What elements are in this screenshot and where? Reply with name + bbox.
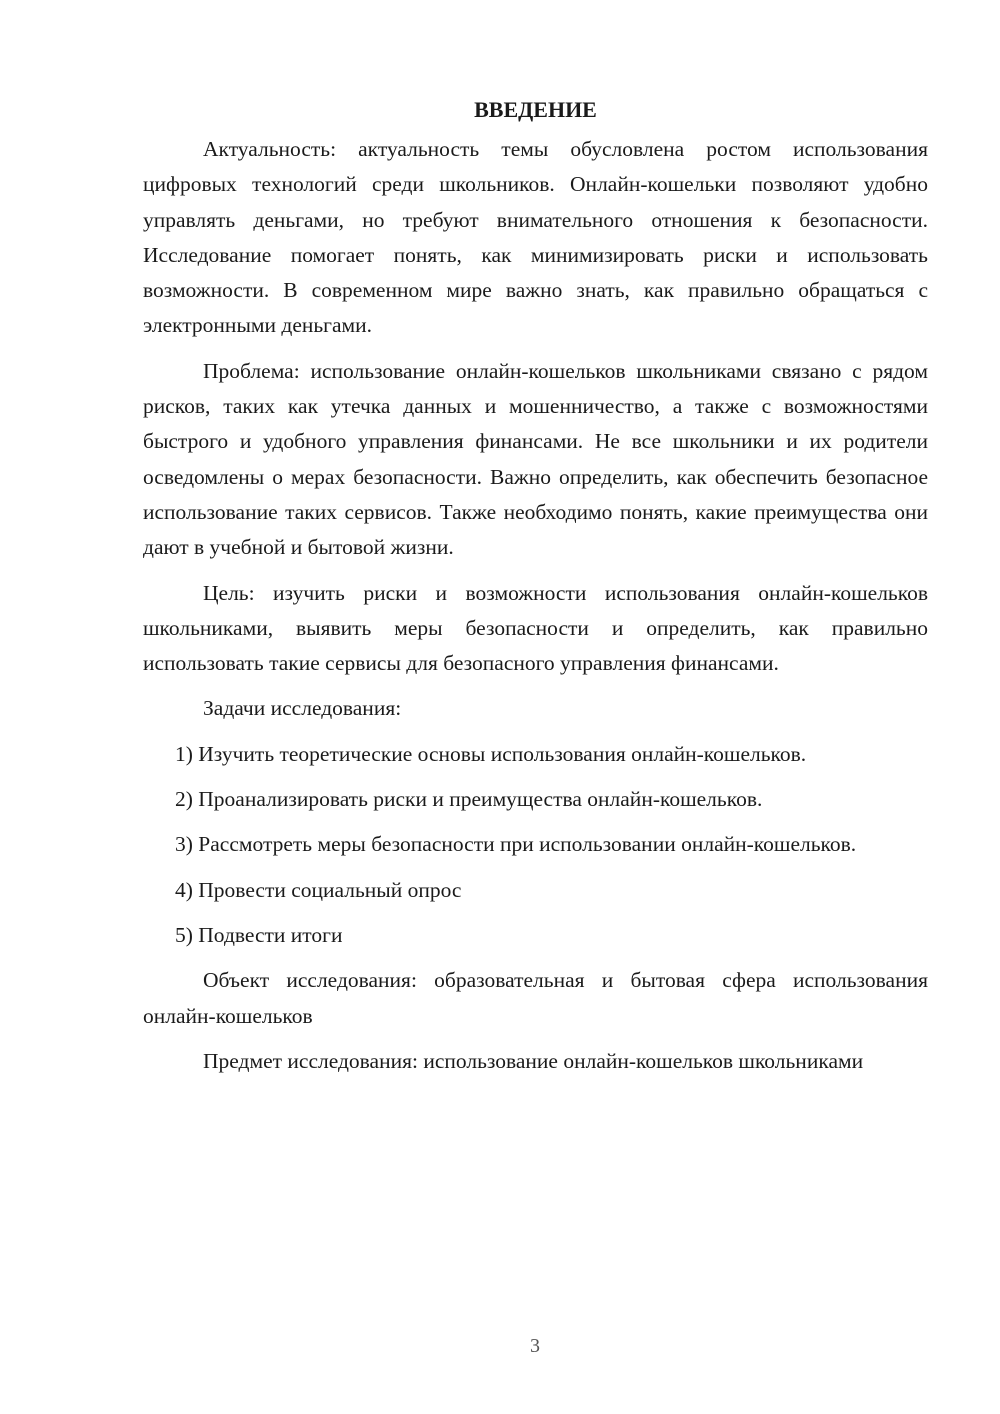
tasks-heading: Задачи исследования: xyxy=(203,696,402,721)
list-item: 3) Рассмотреть меры безопасности при использовании онлайн-кошельков. xyxy=(175,832,857,857)
paragraph-relevance: Актуальность: актуальность темы обусловлена ростом использования цифровых технологий среди школьников. Онлайн-кошельки позволяют удобно управлять деньгами, но требуют внимательного отношения к безопасности. Исследование помогает понять, как минимизировать риски и использовать возможности. В современном мире важно знать, как правильно обращаться с электронными деньгами. xyxy=(143,137,928,338)
list-item: 5) Подвести итоги xyxy=(175,922,343,947)
tasks-list xyxy=(143,737,928,953)
paragraph-object: Объект исследования: образовательная и бытовая сфера использования онлайн-кошельков xyxy=(143,968,928,1028)
paragraph-goal: Цель: изучить риски и возможности использования онлайн-кошельков школьниками, выявить меры безопасности и определить, как правильно использовать такие сервисы для безопасного управления финансами. xyxy=(143,580,928,676)
list-item: 2) Проанализировать риски и преимущества онлайн-кошельков. xyxy=(175,787,763,812)
document-page xyxy=(143,92,928,1089)
list-item: 4) Провести социальный опрос xyxy=(175,877,462,902)
paragraph-subject: Предмет исследования: использование онлайн-кошельков школьниками xyxy=(203,1048,864,1073)
page-title: ВВЕДЕНИЕ xyxy=(474,97,597,122)
page-number: 3 xyxy=(530,1335,540,1357)
paragraph-problem: Проблема: использование онлайн-кошельков школьниками связано с рядом рисков, таких как утечка данных и мошенничество, а также с возможностями быстрого и удобного управления финансами. Не все школьники и их родители осведомлены о мерах безопасности. Важно определить, как обеспечить безопасное использование таких сервисов. Также необходимо понять, какие преимущества они дают в учебной и бытовой жизни. xyxy=(143,358,928,560)
list-item: 1) Изучить теоретические основы использования онлайн-кошельков. xyxy=(175,741,807,766)
